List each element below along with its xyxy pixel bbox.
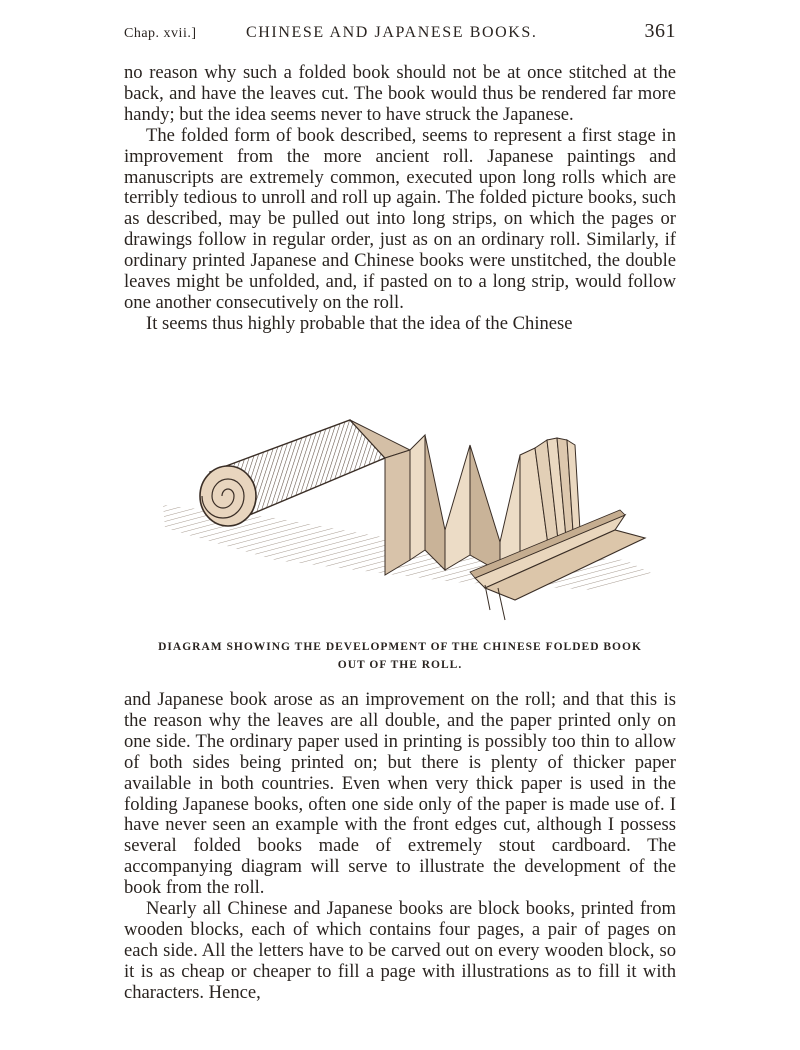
paragraph-continued: no reason why such a folded book should not be at once stitched at the back, and have the leaves cut. The book would thus be rendered far more handy; but the idea seems never to have struck the Japanese. — [124, 62, 676, 125]
paragraph: It seems thus highly probable that the idea of the Chinese — [146, 312, 573, 334]
paragraph-continued: and Japanese book arose as an improvement on the roll; and that this is the reason why the leaves are all double, and the paper printed only on one side. The ordinary paper used in printing is possibly too thin to allow of both sides being printed on; but there is plenty of thicker paper available in both countries. Even when very thick paper is used in the folding Japanese books, often one side only of the paper is made use of. I have never seen an example with the front edges cut, although I possess several folded books made of extremely stout cardboard. The accompanying diagram will serve to illustrate the development of the book from the roll. — [124, 689, 676, 899]
roll-and-folded-book-illustration — [155, 410, 675, 630]
text-block-top — [124, 63, 676, 335]
paragraph: The folded form of book described, seems to represent a first stage in improvement from the more ancient roll. Japanese paintings and manuscripts are extremely common, executed upon long rolls which are terribly tedious to unroll and roll up again. The folded picture books, such as described, may be pulled out into long strips, on which the pages or drawings follow in regular order, just as on an ordinary roll. Similarly, if ordinary printed Japanese and Chinese books were unstitched, the double leaves might be unfolded, and, if pasted on to a long strip, would follow one another consecutively on the roll. — [124, 124, 676, 313]
page-number: 361 — [644, 20, 676, 42]
running-head — [124, 20, 676, 46]
folded-book-diagram — [155, 410, 675, 630]
caption-line: OUT OF THE ROLL. — [337, 659, 463, 671]
caption-line: DIAGRAM SHOWING THE DEVELOPMENT OF THE CHINESE FOLDED BOOK — [158, 641, 642, 653]
figure-caption — [124, 638, 676, 674]
running-title: CHINESE AND JAPANESE BOOKS. — [246, 24, 538, 41]
paragraph: Nearly all Chinese and Japanese books are block books, printed from wooden blocks, each of which contains four pages, a pair of pages on each side. All the letters have to be carved out on every wooden block, so it is as cheap or cheaper to fill a page with illustrations as to fill it with characters. Hence, — [124, 898, 676, 1003]
text-block-bottom — [124, 690, 676, 1004]
chapter-label: Chap. xvii.] — [124, 26, 197, 41]
